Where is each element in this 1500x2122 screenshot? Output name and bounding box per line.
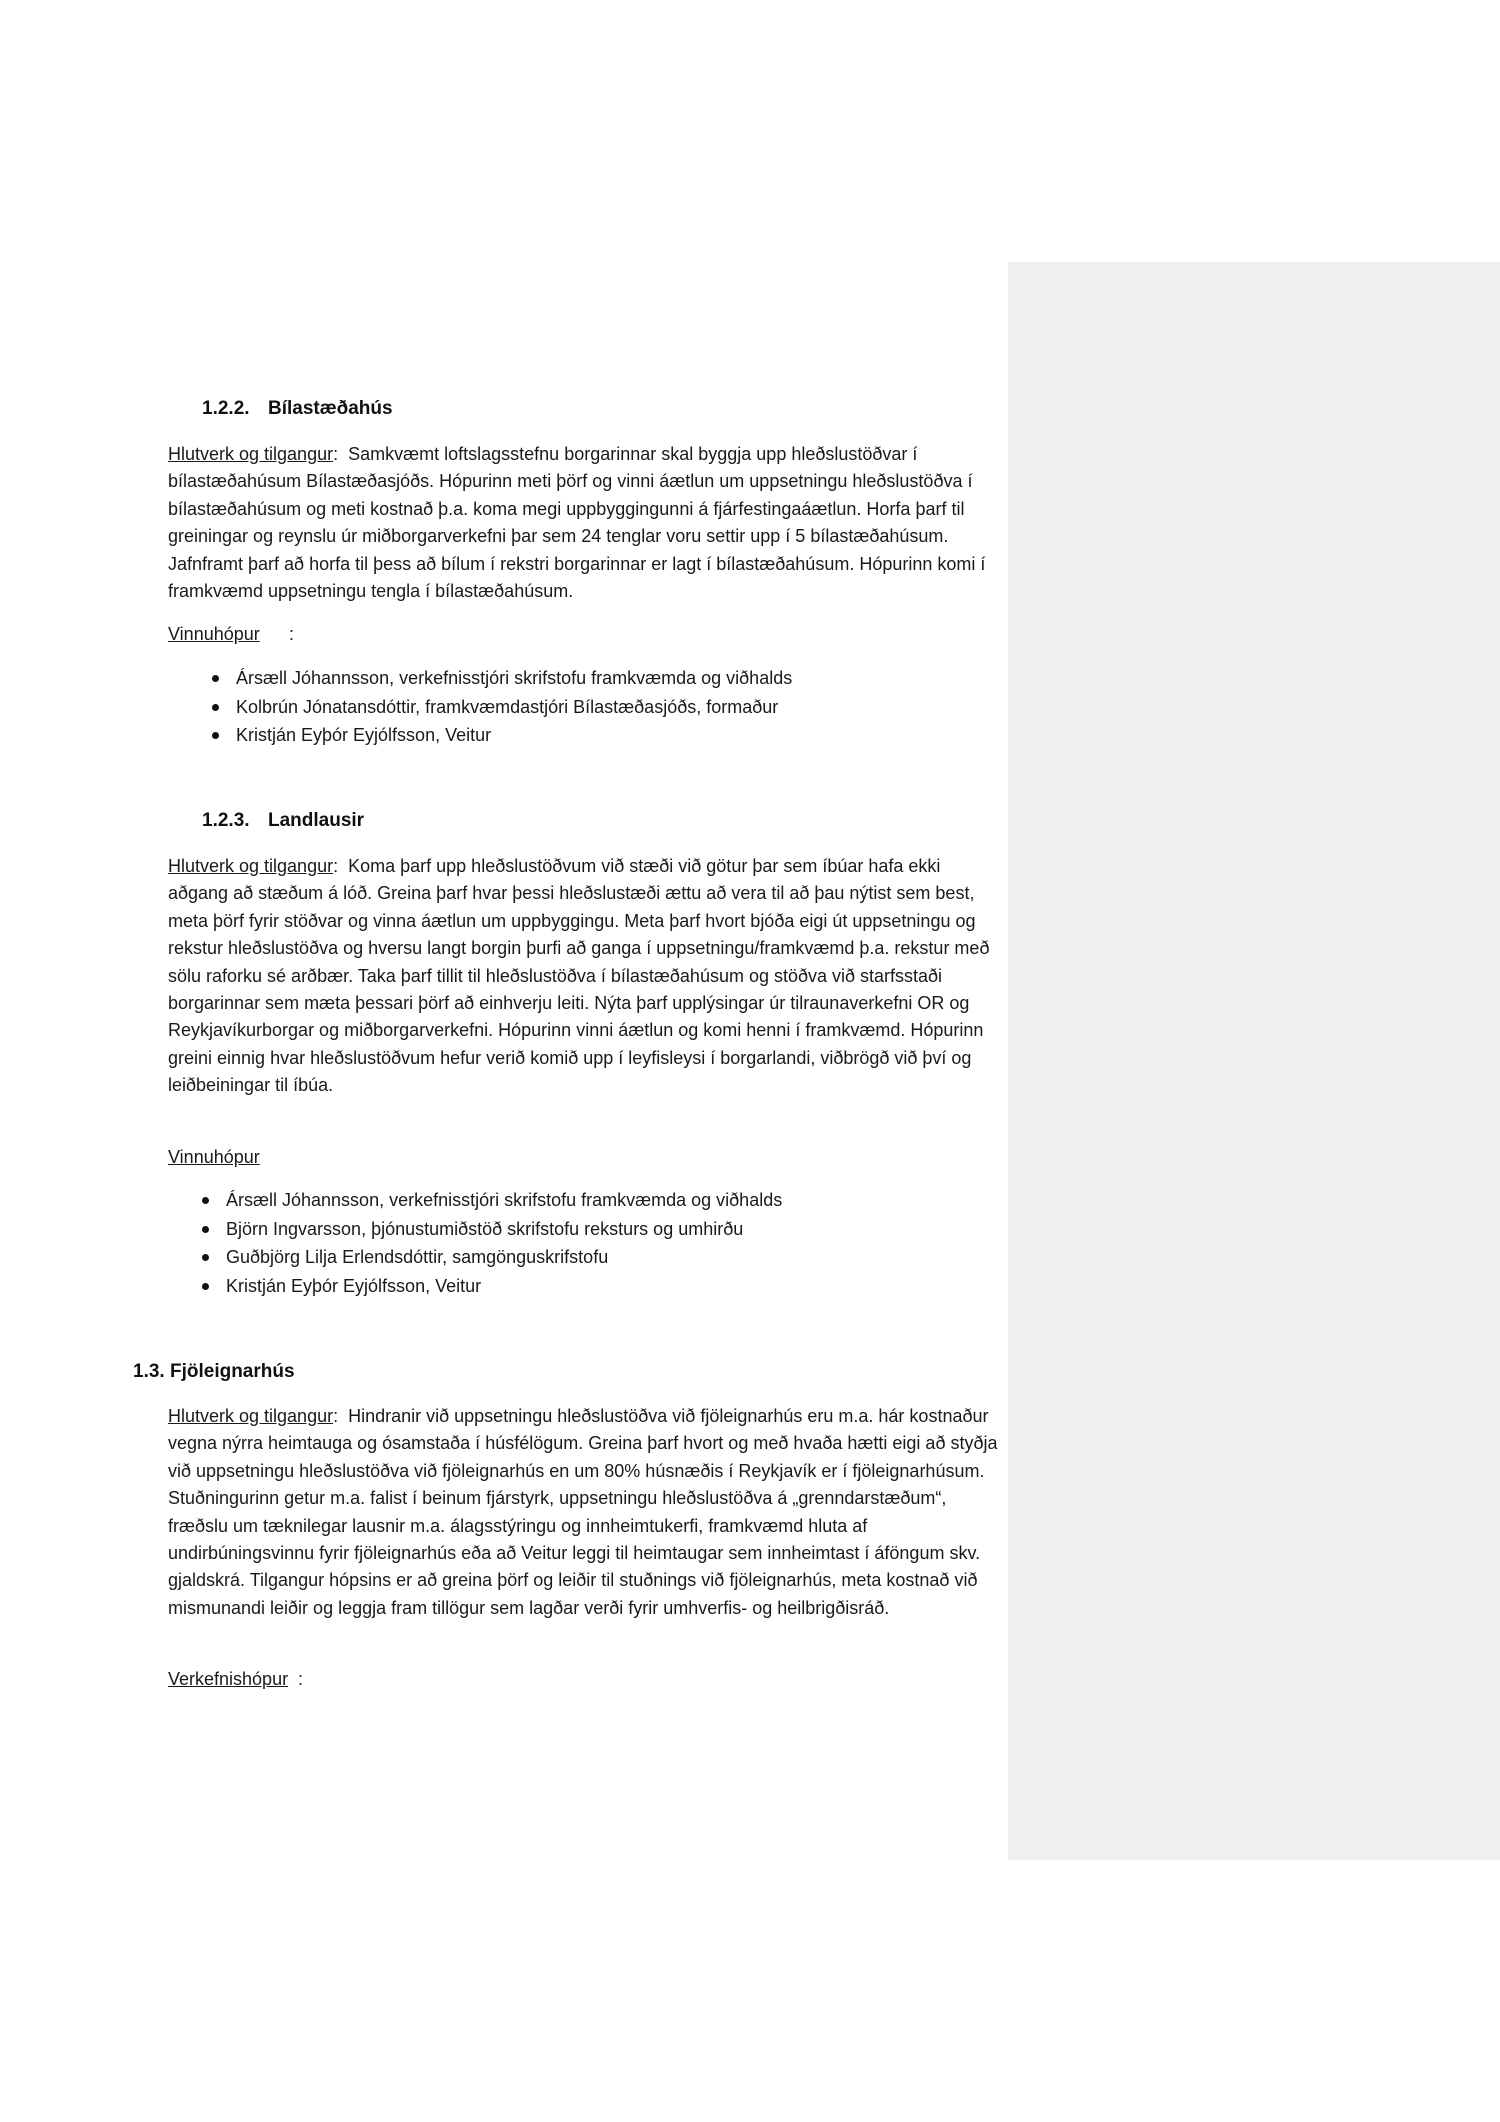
purpose-label: Hlutverk og tilgangur bbox=[168, 856, 334, 876]
list-item: Björn Ingvarsson, þjónustumiðstöð skrifstofu reksturs og umhirðu bbox=[198, 1215, 782, 1244]
purpose-text: Hindranir við uppsetningu hleðslustöðva við fjöleignarhús eru m.a. hár kostnaður vegna nýrra heimtauga og ósamstaða í húsfélögum. Greina þarf hvort og með hvaða hætti eigi að styðja við uppsetningu hleðslustöðva við fjöleignarhús en um 80% húsnæðis í Reykjavík er í fjöleignarhúsum. Stuðningurinn getur m.a. falist í beinum fjárstyrk, uppsetningu hleðslustöðva á „grenndarstæðum“, fræðslu um tæknilegar lausnir m.a. álagsstýringu og innheimtukerfi, framkvæmd hluta af undirbúningsvinnu fyrir fjöleignarhús eða að Veitur leggi til heimtaugar sem innheimtast í áföngum skv. gjaldskrá. Tilgangur hópsins er að greina þörf og leiðir til stuðnings við fjöleignarhús, meta kostnað við mismunandi leiðir og leggja fram tillögur sem lagðar verði fyrir umhverfis- og heilbrigðisráð. bbox=[168, 1406, 998, 1618]
section-heading-landlausir bbox=[202, 810, 364, 832]
section-title: Bílastæðahús bbox=[268, 398, 393, 419]
group-label-paragraph bbox=[168, 624, 260, 645]
section-title: Fjöleignarhús bbox=[169, 1361, 295, 1382]
section-number: 1.2.3. bbox=[202, 810, 250, 831]
list-item: Ársæll Jóhannsson, verkefnisstjóri skrifstofu framkvæmda og viðhalds bbox=[198, 1186, 782, 1215]
section-number: 1.3. bbox=[133, 1361, 165, 1382]
group-label: Vinnuhópur bbox=[168, 1147, 260, 1167]
member-list bbox=[208, 664, 792, 750]
purpose-paragraph: Hlutverk og tilgangur: Hindranir við uppsetningu hleðslustöðva við fjöleignarhús eru m.a. hár kostnaður vegna nýrra heimtauga og ósamstaða í húsfélögum. Greina þarf hvort og með hvaða hætti eigi að styðja við uppsetningu hleðslustöðva við fjöleignarhús en um 80% húsnæðis í Reykjavík er í fjöleignarhúsum. Stuðningurinn getur m.a. falist í beinum fjárstyrk, uppsetningu hleðslustöðva á „grenndarstæðum“, fræðslu um tæknilegar lausnir m.a. álagsstýringu og innheimtukerfi, framkvæmd hluta af undirbúningsvinnu fyrir fjöleignarhús eða að Veitur leggi til heimtaugar sem innheimtast í áföngum skv. gjaldskrá. Tilgangur hópsins er að greina þörf og leiðir til stuðnings við fjöleignarhús, meta kostnað við mismunandi leiðir og leggja fram tillögur sem lagðar verði fyrir umhverfis- og heilbrigðisráð. bbox=[168, 1406, 998, 1618]
list-item: Ársæll Jóhannsson, verkefnisstjóri skrifstofu framkvæmda og viðhalds bbox=[208, 664, 792, 693]
list-item: Kolbrún Jónatansdóttir, framkvæmdastjóri Bílastæðasjóðs, formaður bbox=[208, 693, 792, 722]
purpose-label: Hlutverk og tilgangur bbox=[168, 1406, 334, 1426]
purpose-label: Hlutverk og tilgangur bbox=[168, 444, 334, 464]
section-title: Landlausir bbox=[268, 810, 365, 831]
group-label: Verkefnishópur bbox=[168, 1669, 289, 1689]
purpose-paragraph: Hlutverk og tilgangur: Koma þarf upp hleðslustöðvum við stæði við götur þar sem íbúar hafa ekki aðgang að stæðum á lóð. Greina þarf hvar þessi hleðslustæði ættu að vera til að þau nýtist sem best, meta þörf fyrir stöðvar og vinna áætlun um uppbyggingu. Meta þarf hvort bjóða eigi út uppsetningu og rekstur hleðslustöðva og hversu langt borgin þurfi að ganga í uppsetningu/framkvæmd þ.a. rekstur með sölu raforku sé arðbær. Taka þarf tillit til hleðslustöðva í bílastæðahúsum og stöðva við starfsstaði borgarinnar sem mæta þessari þörf að einhverju leiti. Nýta þarf upplýsingar úr tilraunaverkefni OR og Reykjavíkurborgar og miðborgarverkefni. Hópurinn vinni áætlun og komi henni í framkvæmd. Hópurinn greini einnig hvar hleðslustöðvum hefur verið komið upp í leyfisleysi í borgarlandi, viðbrögð við því og leiðbeiningar til íbúa. bbox=[168, 856, 990, 1096]
group-label-suffix: : bbox=[289, 624, 295, 644]
list-item: Guðbjörg Lilja Erlendsdóttir, samgönguskrifstofu bbox=[198, 1243, 782, 1272]
list-item: Kristján Eyþór Eyjólfsson, Veitur bbox=[198, 1272, 782, 1301]
section-heading-fjoleignarhus bbox=[133, 1361, 295, 1383]
comment-margin-pane bbox=[1008, 262, 1500, 1860]
purpose-text: Koma þarf upp hleðslustöðvum við stæði við götur þar sem íbúar hafa ekki aðgang að stæðum á lóð. Greina þarf hvar þessi hleðslustæði ættu að vera til að þau nýtist sem best, meta þörf fyrir stöðvar og vinna áætlun um uppbyggingu. Meta þarf hvort bjóða eigi út uppsetningu og rekstur hleðslustöðva og hversu langt borgin þurfi að ganga í uppsetningu/framkvæmd þ.a. rekstur með sölu raforku sé arðbær. Taka þarf tillit til hleðslustöðva í bílastæðahúsum og stöðva við starfsstaði borgarinnar sem mæta þessari þörf að einhverju leiti. Nýta þarf upplýsingar úr tilraunaverkefni OR og Reykjavíkurborgar og miðborgarverkefni. Hópurinn vinni áætlun og komi henni í framkvæmd. Hópurinn greini einnig hvar hleðslustöðvum hefur verið komið upp í leyfisleysi í borgarlandi, viðbrögð við því og leiðbeiningar til íbúa. bbox=[168, 856, 990, 1096]
purpose-paragraph: Hlutverk og tilgangur: Samkvæmt loftslagsstefnu borgarinnar skal byggja upp hleðslustöðvar í bílastæðahúsum Bílastæðasjóðs. Hópurinn meti þörf og vinni áætlun um uppsetningu hleðslustöðva í bílastæðahúsum og meti kostnað þ.a. koma megi uppbyggingunni á fjárfestingaáætlun. Horfa þarf til greiningar og reynslu úr miðborgarverkefni þar sem 24 tenglar voru settir upp í 5 bílastæðahúsum. Jafnframt þarf að horfa til þess að bílum í rekstri borgarinnar er lagt í bílastæðahúsum. Hópurinn komi í framkvæmd uppsetningu tengla í bílastæðahúsum. bbox=[168, 444, 986, 602]
group-label-paragraph bbox=[168, 1147, 260, 1168]
section-number: 1.2.2. bbox=[202, 398, 250, 419]
group-label-paragraph bbox=[168, 1669, 288, 1690]
list-item: Kristján Eyþór Eyjólfsson, Veitur bbox=[208, 721, 792, 750]
group-label-suffix: : bbox=[298, 1669, 304, 1689]
member-list bbox=[198, 1186, 782, 1300]
section-heading-bilastaedahus bbox=[202, 398, 393, 420]
group-label: Vinnuhópur bbox=[168, 624, 260, 644]
purpose-text: Samkvæmt loftslagsstefnu borgarinnar skal byggja upp hleðslustöðvar í bílastæðahúsum Bílastæðasjóðs. Hópurinn meti þörf og vinni áætlun um uppsetningu hleðslustöðva í bílastæðahúsum og meti kostnað þ.a. koma megi uppbyggingunni á fjárfestingaáætlun. Horfa þarf til greiningar og reynslu úr miðborgarverkefni þar sem 24 tenglar voru settir upp í 5 bílastæðahúsum. Jafnframt þarf að horfa til þess að bílum í rekstri borgarinnar er lagt í bílastæðahúsum. Hópurinn komi í framkvæmd uppsetningu tengla í bílastæðahúsum. bbox=[168, 444, 986, 602]
